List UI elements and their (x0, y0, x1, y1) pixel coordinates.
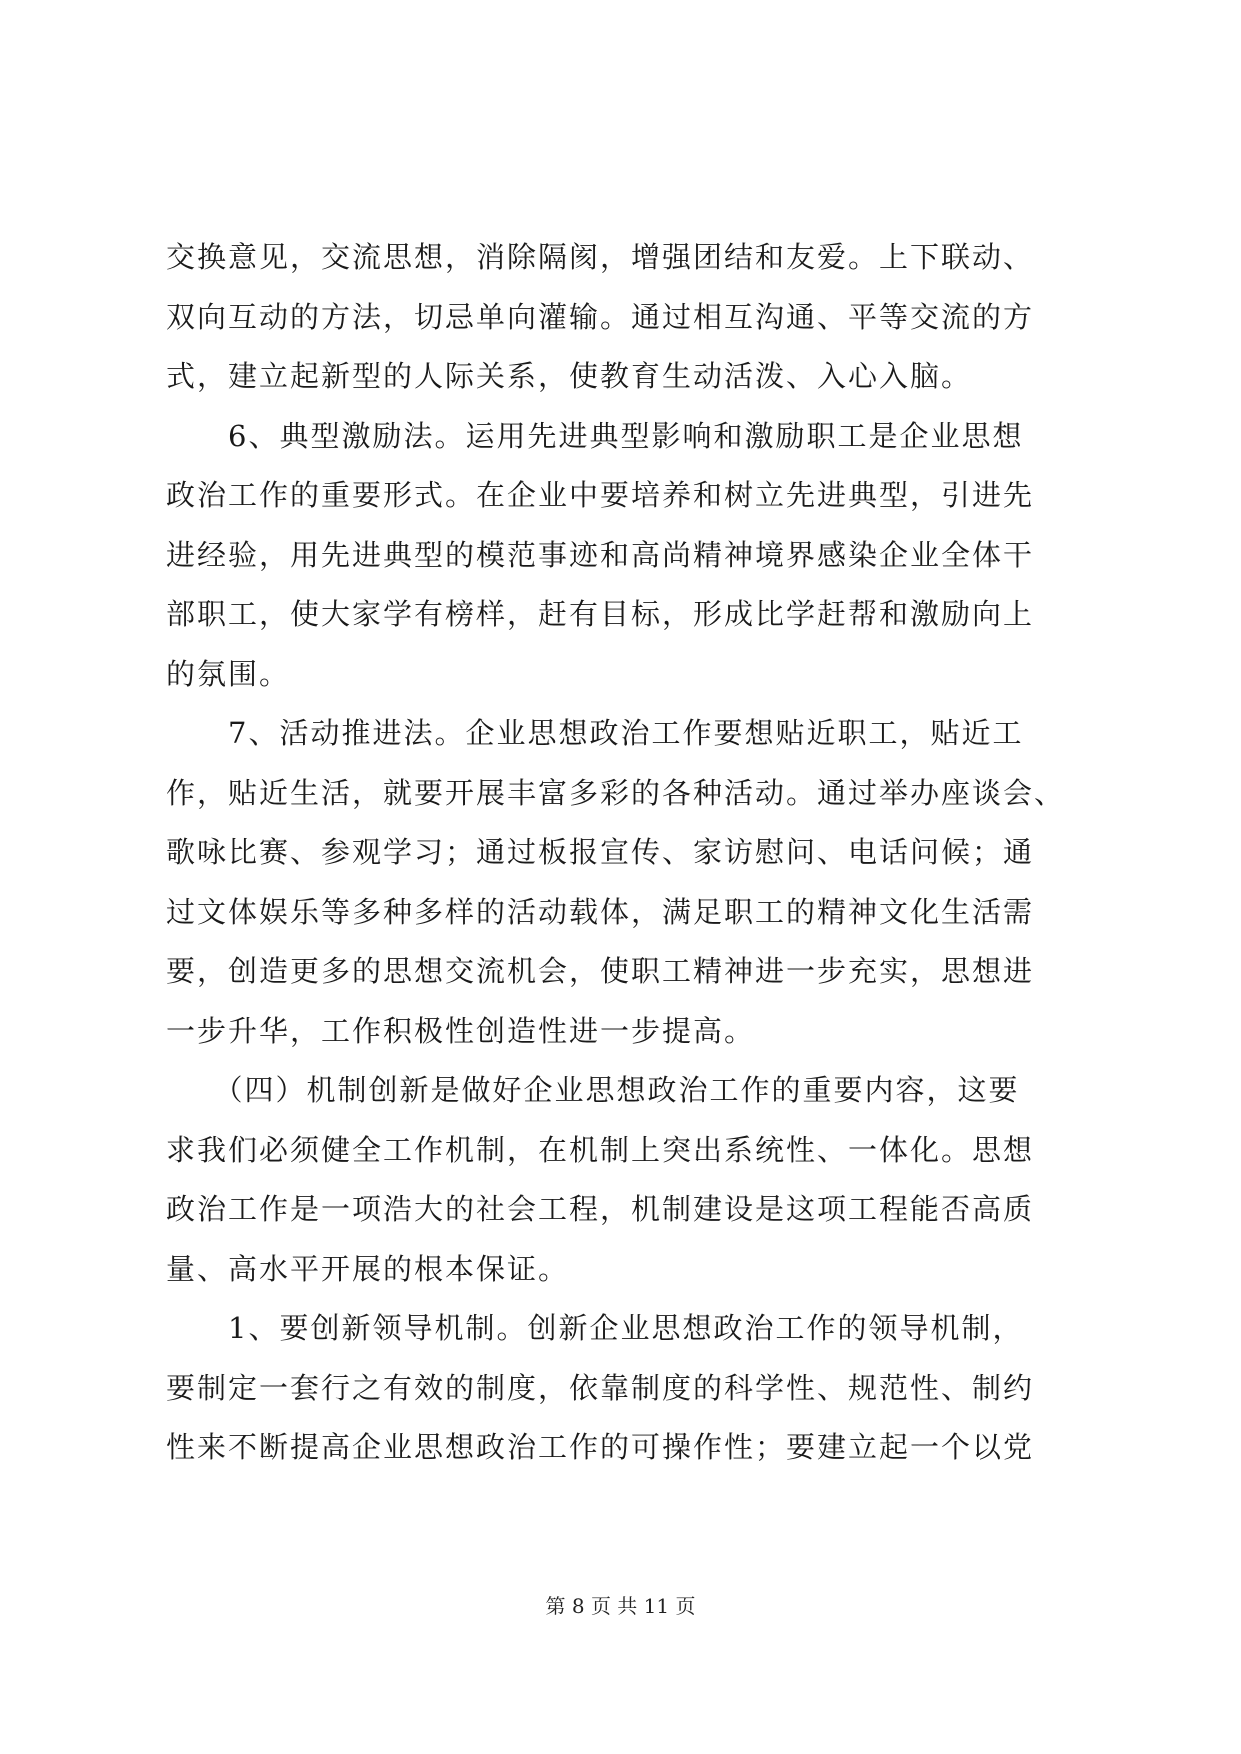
text-line: 进经验，用先进典型的模范事迹和高尚精神境界感染企业全体干 (166, 537, 1035, 572)
text-line: 过文体娱乐等多种多样的活动载体，满足职工的精神文化生活需 (166, 894, 1035, 929)
text-line: 政治工作的重要形式。在企业中要培养和树立先进典型，引进先 (166, 478, 1035, 512)
text-line: 一步升华，工作积极性创造性进一步提高。 (166, 1013, 756, 1048)
text-line: 7、活动推进法。企业思想政治工作要想贴近职工，贴近工 (166, 716, 1024, 750)
text-line: 作，贴近生活，就要开展丰富多彩的各种活动。通过举办座谈会、 (166, 775, 1066, 810)
text-line: 1、要创新领导机制。创新企业思想政治工作的领导机制， (166, 1311, 1024, 1345)
text-line: 政治工作是一项浩大的社会工程，机制建设是这项工程能否高质 (166, 1192, 1035, 1226)
text-line: 6、典型激励法。运用先进典型影响和激励职工是企业思想 (166, 418, 1024, 453)
text-line: 歌咏比赛、参观学习；通过板报宣传、家访慰问、电话问候；通 (166, 835, 1035, 869)
text-line: 的氛围。 (166, 656, 291, 691)
text-line: 交换意见，交流思想，消除隔阂，增强团结和友爱。上下联动、 (166, 240, 1035, 274)
text-line: 求我们必须健全工作机制，在机制上突出系统性、一体化。思想 (166, 1132, 1035, 1167)
text-line: 双向互动的方法，切忌单向灌输。通过相互沟通、平等交流的方 (166, 299, 1035, 334)
text-line: 部职工，使大家学有榜样，赶有目标，形成比学赶帮和激励向上 (166, 597, 1035, 631)
text-line: （四）机制创新是做好企业思想政治工作的重要内容，这要 (166, 1073, 1020, 1107)
text-line: 要制定一套行之有效的制度，依靠制度的科学性、规范性、制约 (166, 1370, 1035, 1405)
text-line: 式，建立起新型的人际关系，使教育生动活泼、入心入脑。 (166, 359, 973, 393)
body-text (166, 228, 1076, 1478)
page-footer: 第 8 页 共 11 页 (545, 1594, 696, 1618)
text-line: 量、高水平开展的根本保证。 (166, 1251, 570, 1286)
text-line: 性来不断提高企业思想政治工作的可操作性；要建立起一个以党 (166, 1430, 1035, 1464)
text-line: 要，创造更多的思想交流机会，使职工精神进一步充实，思想进 (166, 954, 1035, 988)
